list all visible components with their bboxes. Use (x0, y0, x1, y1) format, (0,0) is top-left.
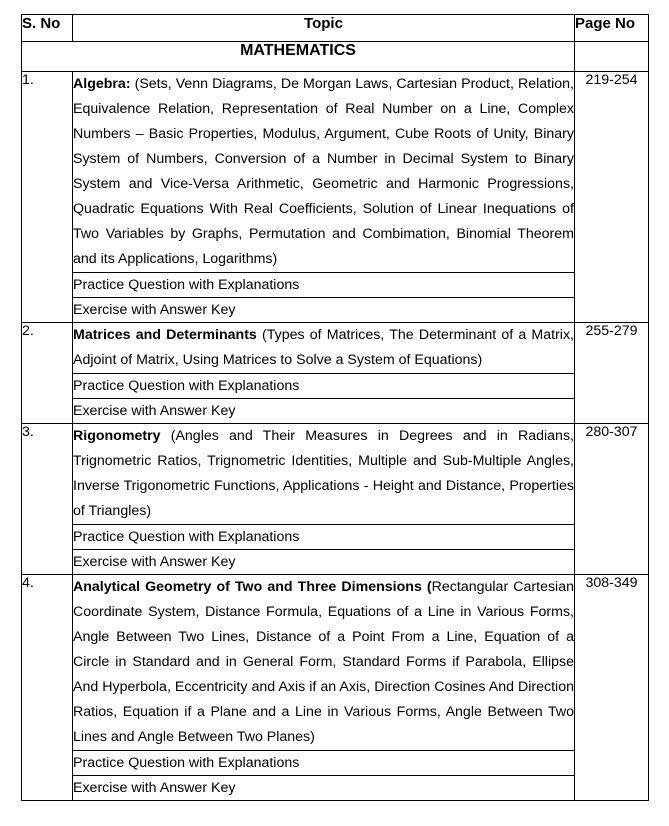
topic-title: Analytical Geometry of Two and Three Dimensions ( (73, 579, 432, 595)
exercise-row (22, 298, 649, 323)
page-range: 280-307 (575, 424, 649, 575)
header-row (22, 15, 649, 42)
practice-row (22, 525, 649, 550)
page-range: 308-349 (575, 575, 649, 801)
topic-row (22, 72, 649, 273)
topic-description (73, 575, 575, 751)
exercise-answer-key: Exercise with Answer Key (73, 399, 575, 424)
topic-details: Rectangular Cartesian Coordinate System, Distance Formula, Equations of a Line in Various Forms, Angle Between Two Lines, Distance of a Point From a Line, Equation of a Circle in Standard and in General Form, Standard Forms if Parabola, Ellipse And Hyperbola, Eccentricity and Axis if an Axis, Direction Cosines And Direction Ratios, Equation if a Plane and a Line in Various Forms, Angle Between Two Lines and Angle Between Two Planes) (73, 579, 574, 745)
section-page-cell (575, 42, 649, 72)
page-range: 255-279 (575, 323, 649, 424)
practice-row (22, 273, 649, 298)
header-topic: Topic (73, 15, 575, 42)
topic-details: (Sets, Venn Diagrams, De Morgan Laws, Cartesian Product, Relation, Equivalence Relation, Representation of Real Number on a Line, Complex Numbers – Basic Properties, Modulus, Argument, Cube Roots of Unity, Binary System of Numbers, Conversion of a Number in Decimal System to Binary System and Vice-Versa Arithmetic, Geometric and Harmonic Progressions, Quadratic Equations With Real Coefficients, Solution of Linear Inequations of Two Variables by Graphs, Permutation and Combimation, Binomial Theorem and its Applications, Logarithms) (73, 76, 574, 267)
exercise-row (22, 399, 649, 424)
practice-questions: Practice Question with Explanations (73, 273, 575, 298)
topic-title: Algebra: (73, 76, 131, 92)
serial-number: 2. (22, 323, 73, 424)
page-range: 219-254 (575, 72, 649, 323)
practice-row (22, 751, 649, 776)
serial-number: 3. (22, 424, 73, 575)
exercise-row (22, 776, 649, 801)
practice-questions: Practice Question with Explanations (73, 525, 575, 550)
serial-number: 4. (22, 575, 73, 801)
practice-questions: Practice Question with Explanations (73, 751, 575, 776)
topic-details: (Types of Matrices, The Determinant of a Matrix, Adjoint of Matrix, Using Matrices to Solve a System of Equations) (73, 327, 574, 368)
practice-questions: Practice Question with Explanations (73, 374, 575, 399)
topic-details: (Angles and Their Measures in Degrees and in Radians, Trignometric Ratios, Trignometric Identities, Multiple and Sub-Multiple Angles, Inverse Trigonometric Functions, Applications - Height and Distance, Properties of Triangles) (73, 428, 574, 519)
topic-row (22, 424, 649, 525)
exercise-row (22, 550, 649, 575)
topic-title: Rigonometry (73, 428, 161, 444)
topic-description (73, 424, 575, 525)
serial-number: 1. (22, 72, 73, 323)
header-sno: S. No (22, 15, 73, 42)
header-page: Page No (575, 15, 649, 42)
topic-row (22, 575, 649, 751)
topic-description (73, 323, 575, 374)
section-row (22, 42, 649, 72)
exercise-answer-key: Exercise with Answer Key (73, 776, 575, 801)
section-title: MATHEMATICS (22, 42, 575, 72)
topic-row (22, 323, 649, 374)
exercise-answer-key: Exercise with Answer Key (73, 298, 575, 323)
contents-table (21, 14, 649, 801)
topic-title: Matrices and Determinants (73, 327, 257, 343)
topic-description (73, 72, 575, 273)
exercise-answer-key: Exercise with Answer Key (73, 550, 575, 575)
practice-row (22, 374, 649, 399)
